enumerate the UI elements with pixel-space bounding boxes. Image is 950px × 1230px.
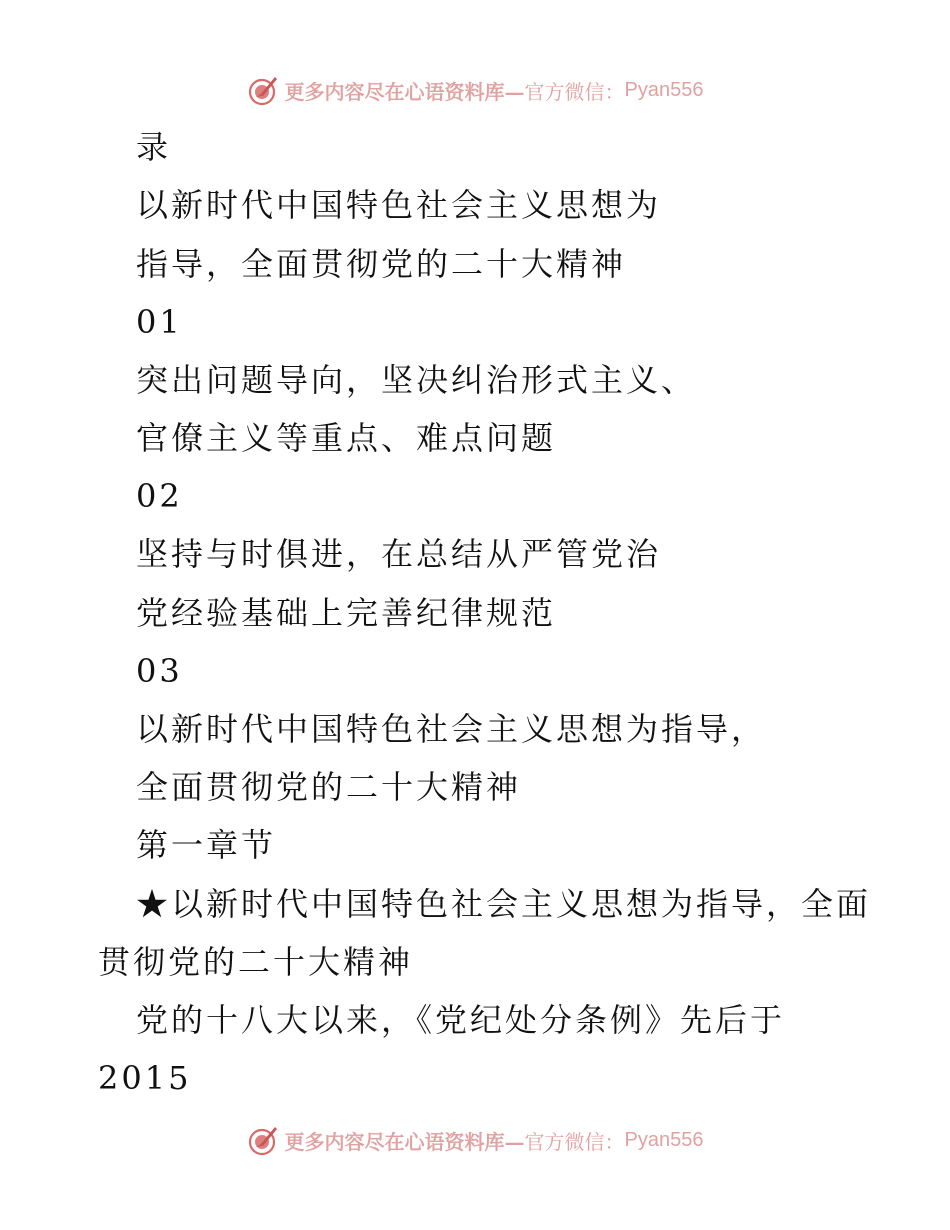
quill-seal-icon bbox=[247, 1123, 281, 1157]
section-title: ★以新时代中国特色社会主义思想为指导，全面 bbox=[136, 885, 872, 923]
toc-item-text: 全面贯彻党的二十大精神 bbox=[136, 768, 522, 806]
toc-item-number: 02 bbox=[136, 477, 183, 515]
toc-item-text: 坚持与时俱进，在总结从严管党治 bbox=[136, 535, 662, 573]
body-paragraph-continued: 2015 bbox=[98, 1059, 192, 1097]
toc-item-number: 03 bbox=[136, 652, 183, 690]
watermark-official-label: 官方微信： bbox=[524, 1129, 625, 1154]
toc-item-text: 官僚主义等重点、难点问题 bbox=[136, 419, 557, 457]
watermark-text: 更多内容尽在心语资料库— bbox=[284, 79, 525, 104]
toc-item-text: 指导，全面贯彻党的二十大精神 bbox=[136, 245, 627, 283]
watermark-official-label: 官方微信： bbox=[524, 79, 625, 104]
toc-item-number: 01 bbox=[136, 303, 183, 341]
watermark-text: 更多内容尽在心语资料库— bbox=[284, 1129, 525, 1154]
watermark-handle: Pyan556 bbox=[624, 1128, 704, 1151]
header-watermark bbox=[0, 70, 950, 110]
chapter-heading: 第一章节 bbox=[136, 826, 277, 864]
watermark-handle: Pyan556 bbox=[624, 78, 704, 101]
toc-item-text: 以新时代中国特色社会主义思想为 bbox=[136, 186, 662, 224]
footer-watermark bbox=[0, 1120, 950, 1160]
quill-seal-icon bbox=[247, 73, 281, 107]
toc-item-text: 以新时代中国特色社会主义思想为指导， bbox=[136, 710, 767, 748]
body-paragraph: 党的十八大以来，《党纪处分条例》先后于 bbox=[136, 1001, 786, 1039]
toc-heading-fragment: 录 bbox=[136, 128, 172, 166]
toc-item-text: 党经验基础上完善纪律规范 bbox=[136, 594, 557, 632]
toc-item-text: 突出问题导向，坚决纠治形式主义、 bbox=[136, 361, 697, 399]
section-title-continued: 贯彻党的二十大精神 bbox=[98, 943, 414, 981]
